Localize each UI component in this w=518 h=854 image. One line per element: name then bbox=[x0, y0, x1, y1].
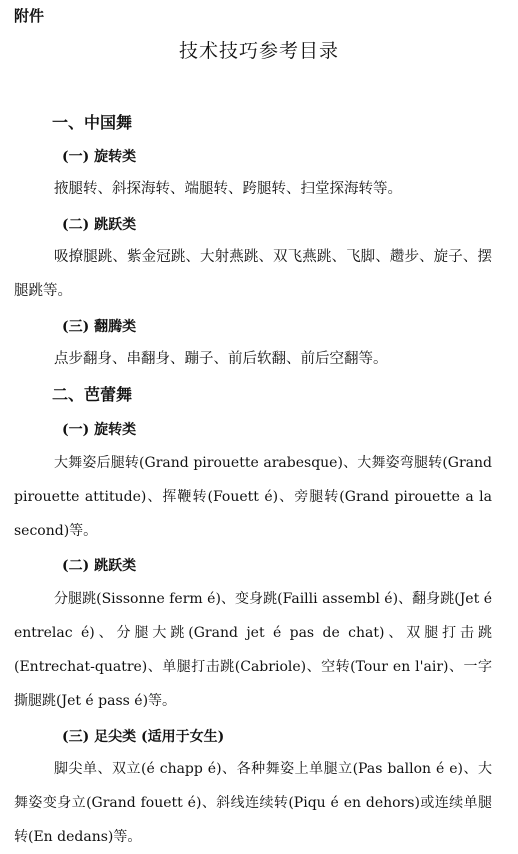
paragraph-cn-tumble: 点步翻身、串翻身、蹦子、前后软翻、前后空翻等。 bbox=[54, 351, 388, 367]
subsection-heading-cn-jump: (二) 跳跃类 bbox=[62, 217, 137, 233]
paragraph-ballet-spin: 大舞姿后腿转(Grand pirouette arabesque)、大舞姿弯腿转(Grand pirouette attitude)、挥鞭转(Fouett é)、旁腿转(Grand pirouette a la second)等。 bbox=[14, 455, 492, 539]
subsection-heading-ballet-jump: (二) 跳跃类 bbox=[62, 558, 137, 574]
section-heading-chinese-dance: 一、中国舞 bbox=[52, 113, 133, 132]
subsection-heading-ballet-spin: (一) 旋转类 bbox=[62, 422, 137, 438]
paragraph-cn-spin: 掖腿转、斜探海转、端腿转、跨腿转、扫堂探海转等。 bbox=[54, 181, 402, 197]
subsection-heading-ballet-pointe: (三) 足尖类 (适用于女生) bbox=[62, 729, 225, 745]
subsection-heading-cn-tumble: (三) 翻腾类 bbox=[62, 319, 137, 335]
subsection-heading-cn-spin: (一) 旋转类 bbox=[62, 149, 137, 165]
attachment-label: 附件 bbox=[14, 7, 45, 25]
paragraph-ballet-jump: 分腿跳(Sissonne ferm é)、变身跳(Failli assembl é)、翻身跳(Jet é entrelac é)、分腿大跳(Grand jet é pas de chat)、双腿打击跳(Entrechat-quatre)、单腿打击跳(Cabriole)、空转(Tour en l'air)、一字撕腿跳(Jet é pass é)等。 bbox=[14, 591, 492, 709]
paragraph-cn-jump: 吸撩腿跳、紫金冠跳、大射燕跳、双飞燕跳、飞脚、趱步、旋子、摆腿跳等。 bbox=[14, 249, 492, 299]
paragraph-ballet-pointe: 脚尖单、双立(é chapp é)、各种舞姿上单腿立(Pas ballon é e)、大舞姿变身立(Grand fouett é)、斜线连续转(Piqu é en dehors)或连续单腿转(En dedans)等。 bbox=[14, 761, 492, 845]
page-title: 技术技巧参考目录 bbox=[178, 40, 339, 62]
section-heading-ballet: 二、芭蕾舞 bbox=[52, 385, 133, 404]
